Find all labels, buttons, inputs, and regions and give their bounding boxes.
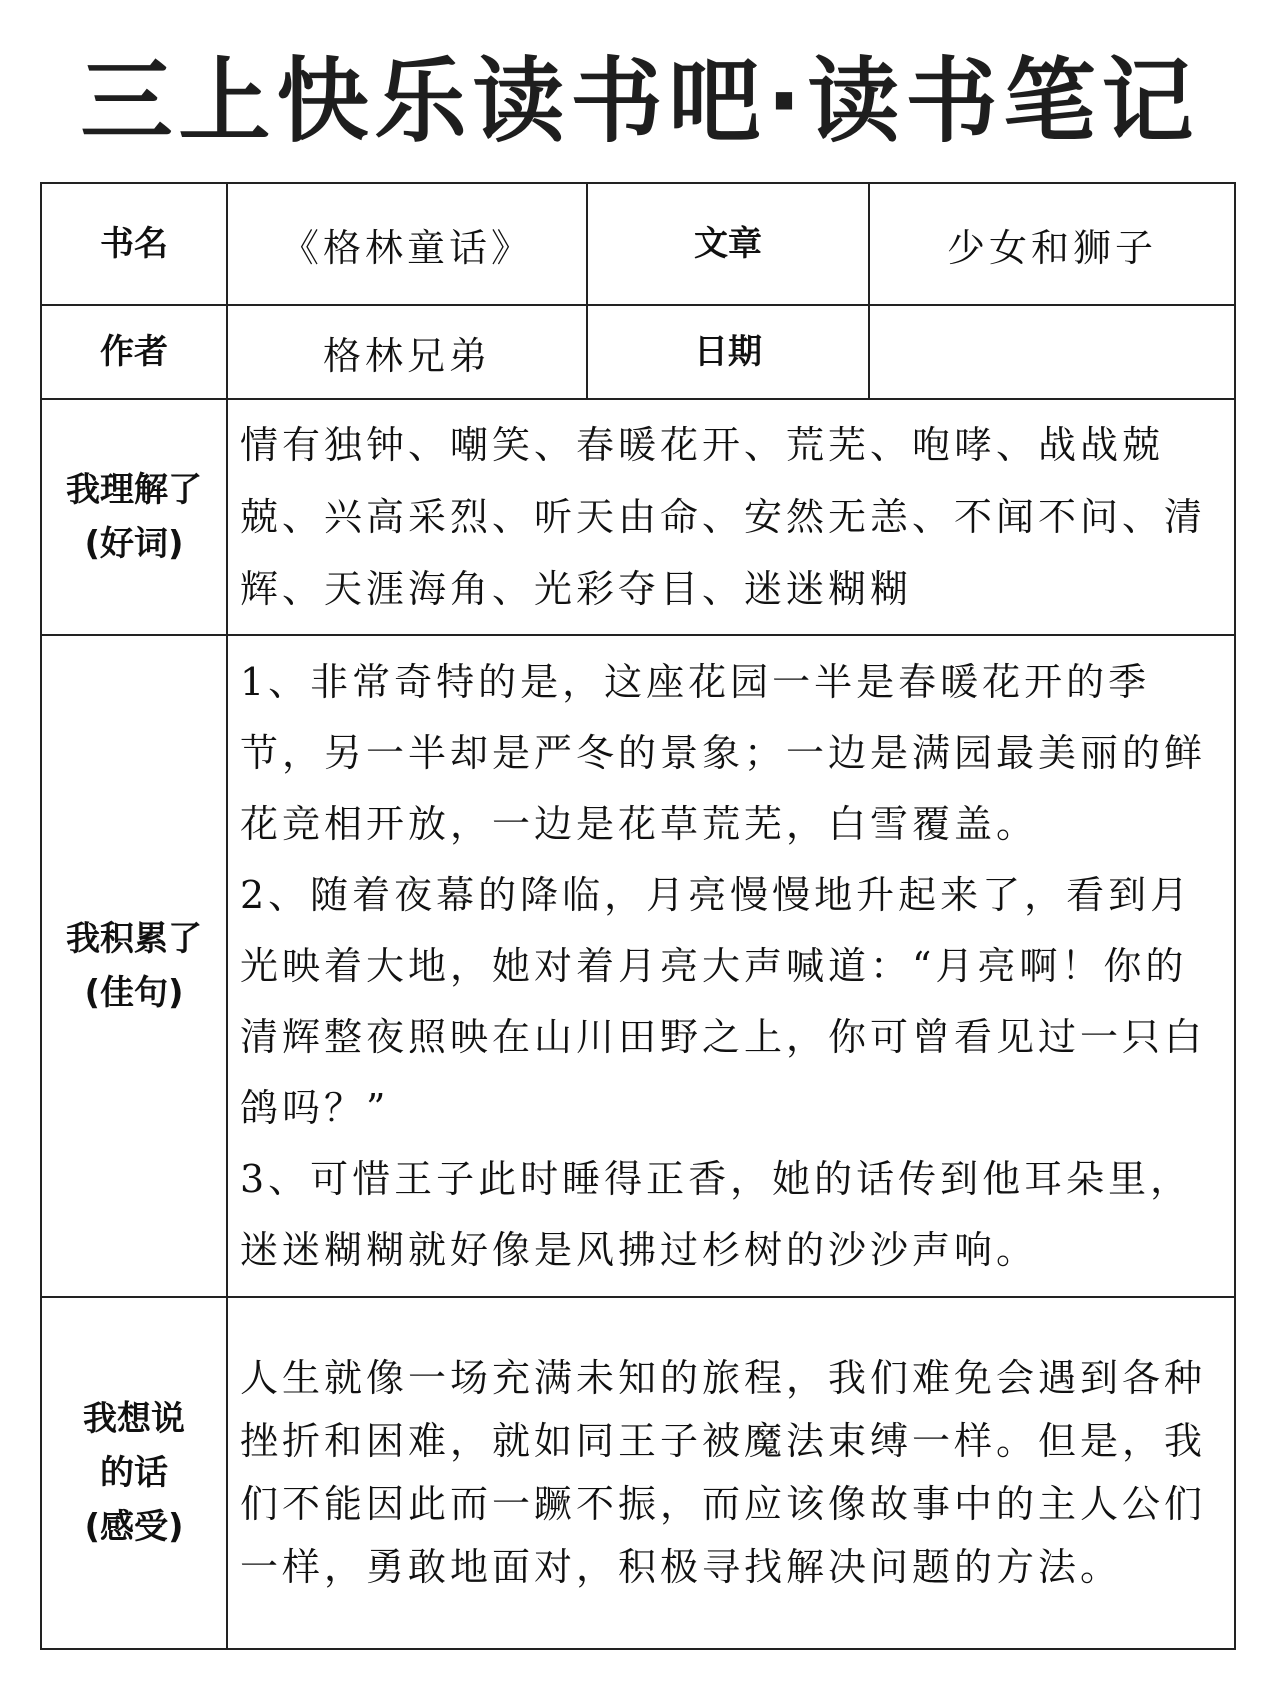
book-info-row (41, 183, 1235, 305)
feelings-content: 人生就像一场充满未知的旅程，我们难免会遇到各种挫折和困难，就如同王子被魔法束缚一样。但是，我们不能因此而一蹶不振，而应该像故事中的主人公们一样，勇敢地面对，积极寻找解决问题的方法。 (227, 1297, 1235, 1649)
author-label: 作者 (41, 305, 227, 399)
feelings-label-line3: (感受) (84, 1507, 184, 1547)
date-label: 日期 (587, 305, 869, 399)
feelings-label-line1: 我想说 (83, 1399, 185, 1439)
book-title-label: 书名 (41, 183, 227, 305)
author-value: 格林兄弟 (227, 305, 587, 399)
feelings-label (41, 1297, 227, 1649)
reading-note-table (40, 182, 1236, 1650)
good-words-label-line2: (好词) (84, 524, 184, 564)
sentence-item-1: 1、非常奇特的是，这座花园一半是春暖花开的季节，另一半却是严冬的景象；一边是满园最美丽的鲜花竞相开放，一边是花草荒芜，白雪覆盖。 (240, 659, 1207, 846)
article-label: 文章 (587, 183, 869, 305)
good-words-row (41, 399, 1235, 635)
author-date-row (41, 305, 1235, 399)
good-words-content: 情有独钟、嘲笑、春暖花开、荒芜、咆哮、战战兢兢、兴高采烈、听天由命、安然无恙、不闻不问、清辉、天涯海角、光彩夺目、迷迷糊糊 (227, 399, 1235, 635)
good-sentences-label-line2: (佳句) (84, 973, 184, 1013)
book-title-value: 《格林童话》 (227, 183, 587, 305)
feelings-row (41, 1297, 1235, 1649)
good-words-label (41, 399, 227, 635)
good-sentences-label (41, 635, 227, 1297)
good-words-label-line1: 我理解了 (66, 470, 202, 510)
feelings-label-line2: 的话 (100, 1453, 168, 1493)
sentence-item-2: 2、随着夜幕的降临，月亮慢慢地升起来了，看到月光映着大地，她对着月亮大声喊道：“月亮啊！你的清辉整夜照映在山川田野之上，你可曾看见过一只白鸽吗？” (240, 872, 1207, 1130)
sentence-item-3: 3、可惜王子此时睡得正香，她的话传到他耳朵里，迷迷糊糊就好像是风拂过杉树的沙沙声响。 (240, 1156, 1193, 1272)
article-value: 少女和狮子 (869, 183, 1235, 305)
page-title: 三上快乐读书吧·读书笔记 (80, 48, 1200, 155)
good-sentences-label-line1: 我积累了 (66, 919, 202, 959)
good-sentences-row (41, 635, 1235, 1297)
date-value (869, 305, 1235, 399)
good-sentences-content (227, 635, 1235, 1297)
